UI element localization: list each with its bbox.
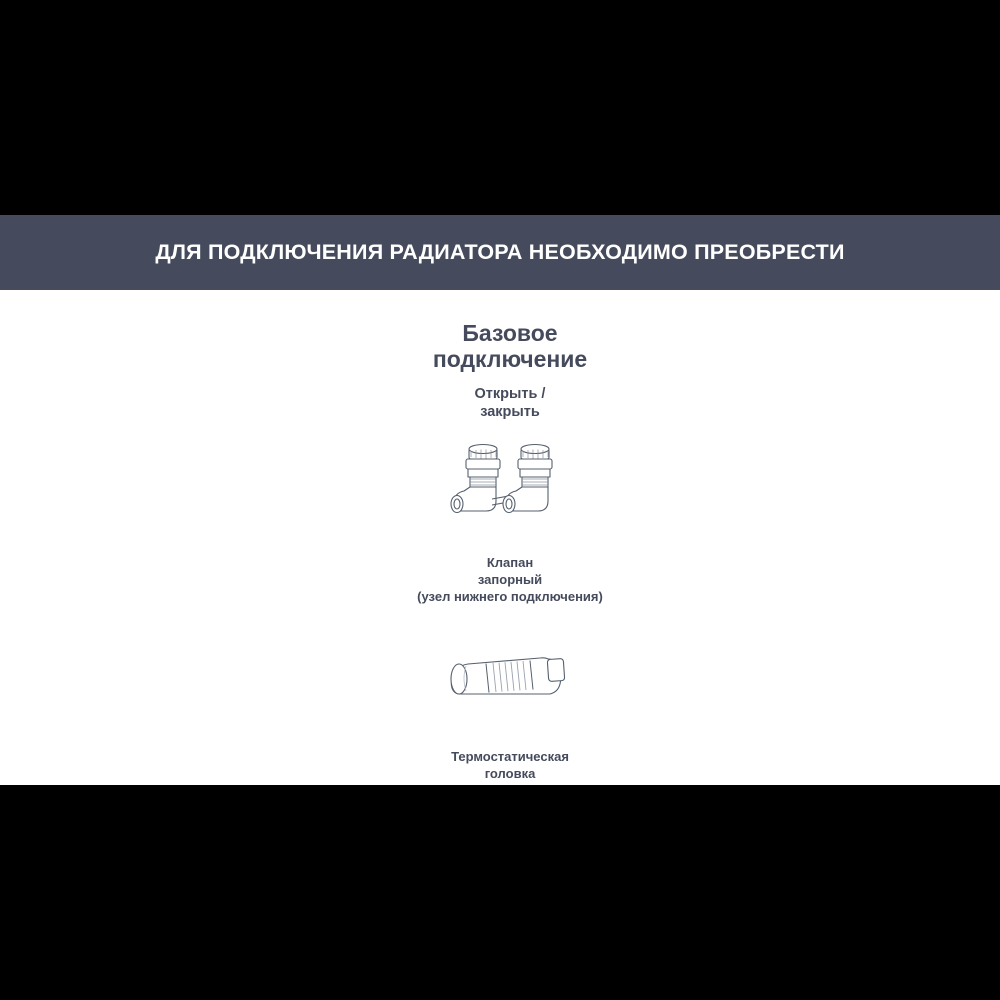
thermo-head-illustration-wrap	[330, 644, 690, 739]
column-title-line1: Базовое	[462, 320, 558, 346]
shutoff-valve-icon	[440, 435, 580, 545]
thermostatic-head-icon	[430, 644, 590, 739]
valve-illustration-wrap	[330, 435, 690, 545]
valve-caption	[330, 555, 690, 606]
mode-label	[330, 385, 690, 421]
thermo-head-caption-line1: Термостатическая	[451, 748, 569, 764]
column-title	[330, 320, 690, 373]
thermo-head-caption-line2: головка	[484, 765, 536, 781]
thermo-head-caption	[330, 749, 690, 783]
page-title: ДЛЯ ПОДКЛЮЧЕНИЯ РАДИАТОРА НЕОБХОДИМО ПРЕОБРЕСТИ	[155, 240, 845, 264]
valve-caption-line2: запорный	[477, 572, 543, 588]
content-panel	[0, 290, 1000, 785]
mode-label-line2: закрыть	[480, 404, 540, 420]
header-bar	[0, 215, 1000, 290]
valve-caption-line1: Клапан	[486, 555, 534, 571]
mode-label-line1: Открыть /	[474, 385, 546, 402]
basic-connection-column	[330, 320, 690, 783]
valve-caption-line3: (узел нижнего подключения)	[417, 588, 603, 604]
column-title-line2: подключение	[432, 346, 588, 373]
